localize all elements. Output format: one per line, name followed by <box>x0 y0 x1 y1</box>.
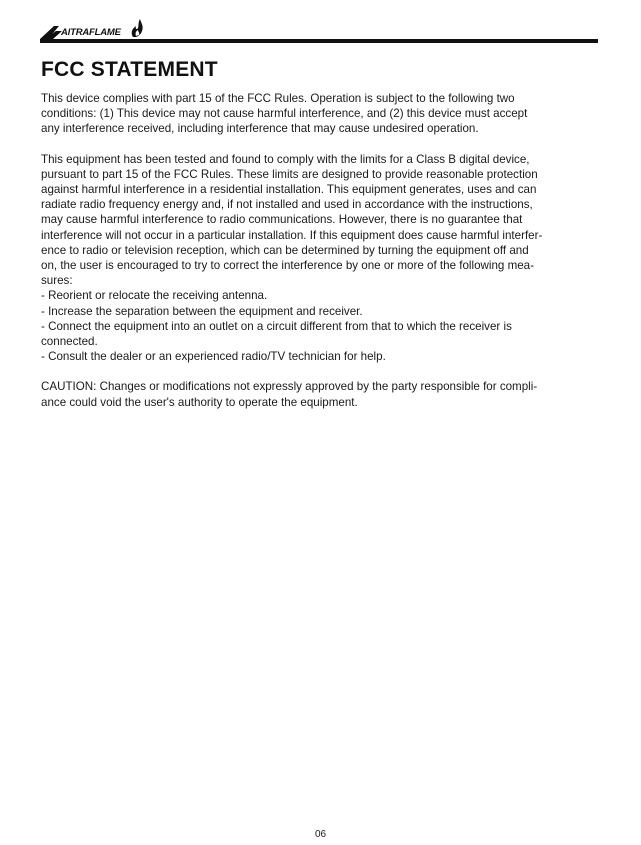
text-line: pursuant to part 15 of the FCC Rules. These limits are designed to provide reasonable protection <box>41 167 538 181</box>
text-line: conditions: (1) This device may not cause harmful interference, and (2) this device must accept <box>41 107 528 121</box>
text-line: This device complies with part 15 of the FCC Rules. Operation is subject to the following two <box>41 92 515 105</box>
text-line: CAUTION: Changes or modifications not expressly approved by the party responsible for compli- <box>41 380 538 394</box>
list-item: - Connect the equipment into an outlet on a circuit different from that to which the receiver is <box>41 319 512 333</box>
flame-icon <box>130 18 144 38</box>
list-item: - Consult the dealer or an experienced radio/TV technician for help. <box>41 350 386 364</box>
text-line: interference will not occur in a particular installation. If this equipment does cause harmful interfer- <box>41 228 543 242</box>
caution-paragraph <box>41 379 597 409</box>
logo-wordmark: AlTRAFLAME <box>61 27 121 38</box>
page-title: FCC STATEMENT <box>41 58 218 81</box>
text-line: on, the user is encouraged to try to correct the interference by one or more of the following mea- <box>41 259 534 273</box>
fcc-statement-body <box>41 91 597 410</box>
page-header <box>40 18 598 44</box>
text-line: ence to radio or television reception, which can be determined by turning the equipment off and <box>41 243 529 257</box>
text-line: any interference received, including interference that may cause undesired operation. <box>41 122 479 136</box>
compliance-paragraph <box>41 91 597 137</box>
list-item: - Reorient or relocate the receiving antenna. <box>41 289 268 303</box>
text-line: against harmful interference in a residential installation. This equipment generates, uses and can <box>41 183 537 197</box>
brand-logo <box>40 18 150 40</box>
header-divider <box>40 39 598 43</box>
text-line: This equipment has been tested and found to comply with the limits for a Class B digital device, <box>41 152 530 166</box>
list-item: - Increase the separation between the equipment and receiver. <box>41 304 363 318</box>
testing-paragraph <box>41 152 597 365</box>
text-line: sures: <box>41 274 73 288</box>
text-line: radiate radio frequency energy and, if not installed and used in accordance with the instructions, <box>41 198 533 212</box>
page-number: 06 <box>314 829 327 840</box>
text-line: connected. <box>41 335 98 349</box>
text-line: ance could void the user's authority to operate the equipment. <box>41 395 358 409</box>
text-line: may cause harmful interference to radio communications. However, there is no guarantee that <box>41 213 523 227</box>
